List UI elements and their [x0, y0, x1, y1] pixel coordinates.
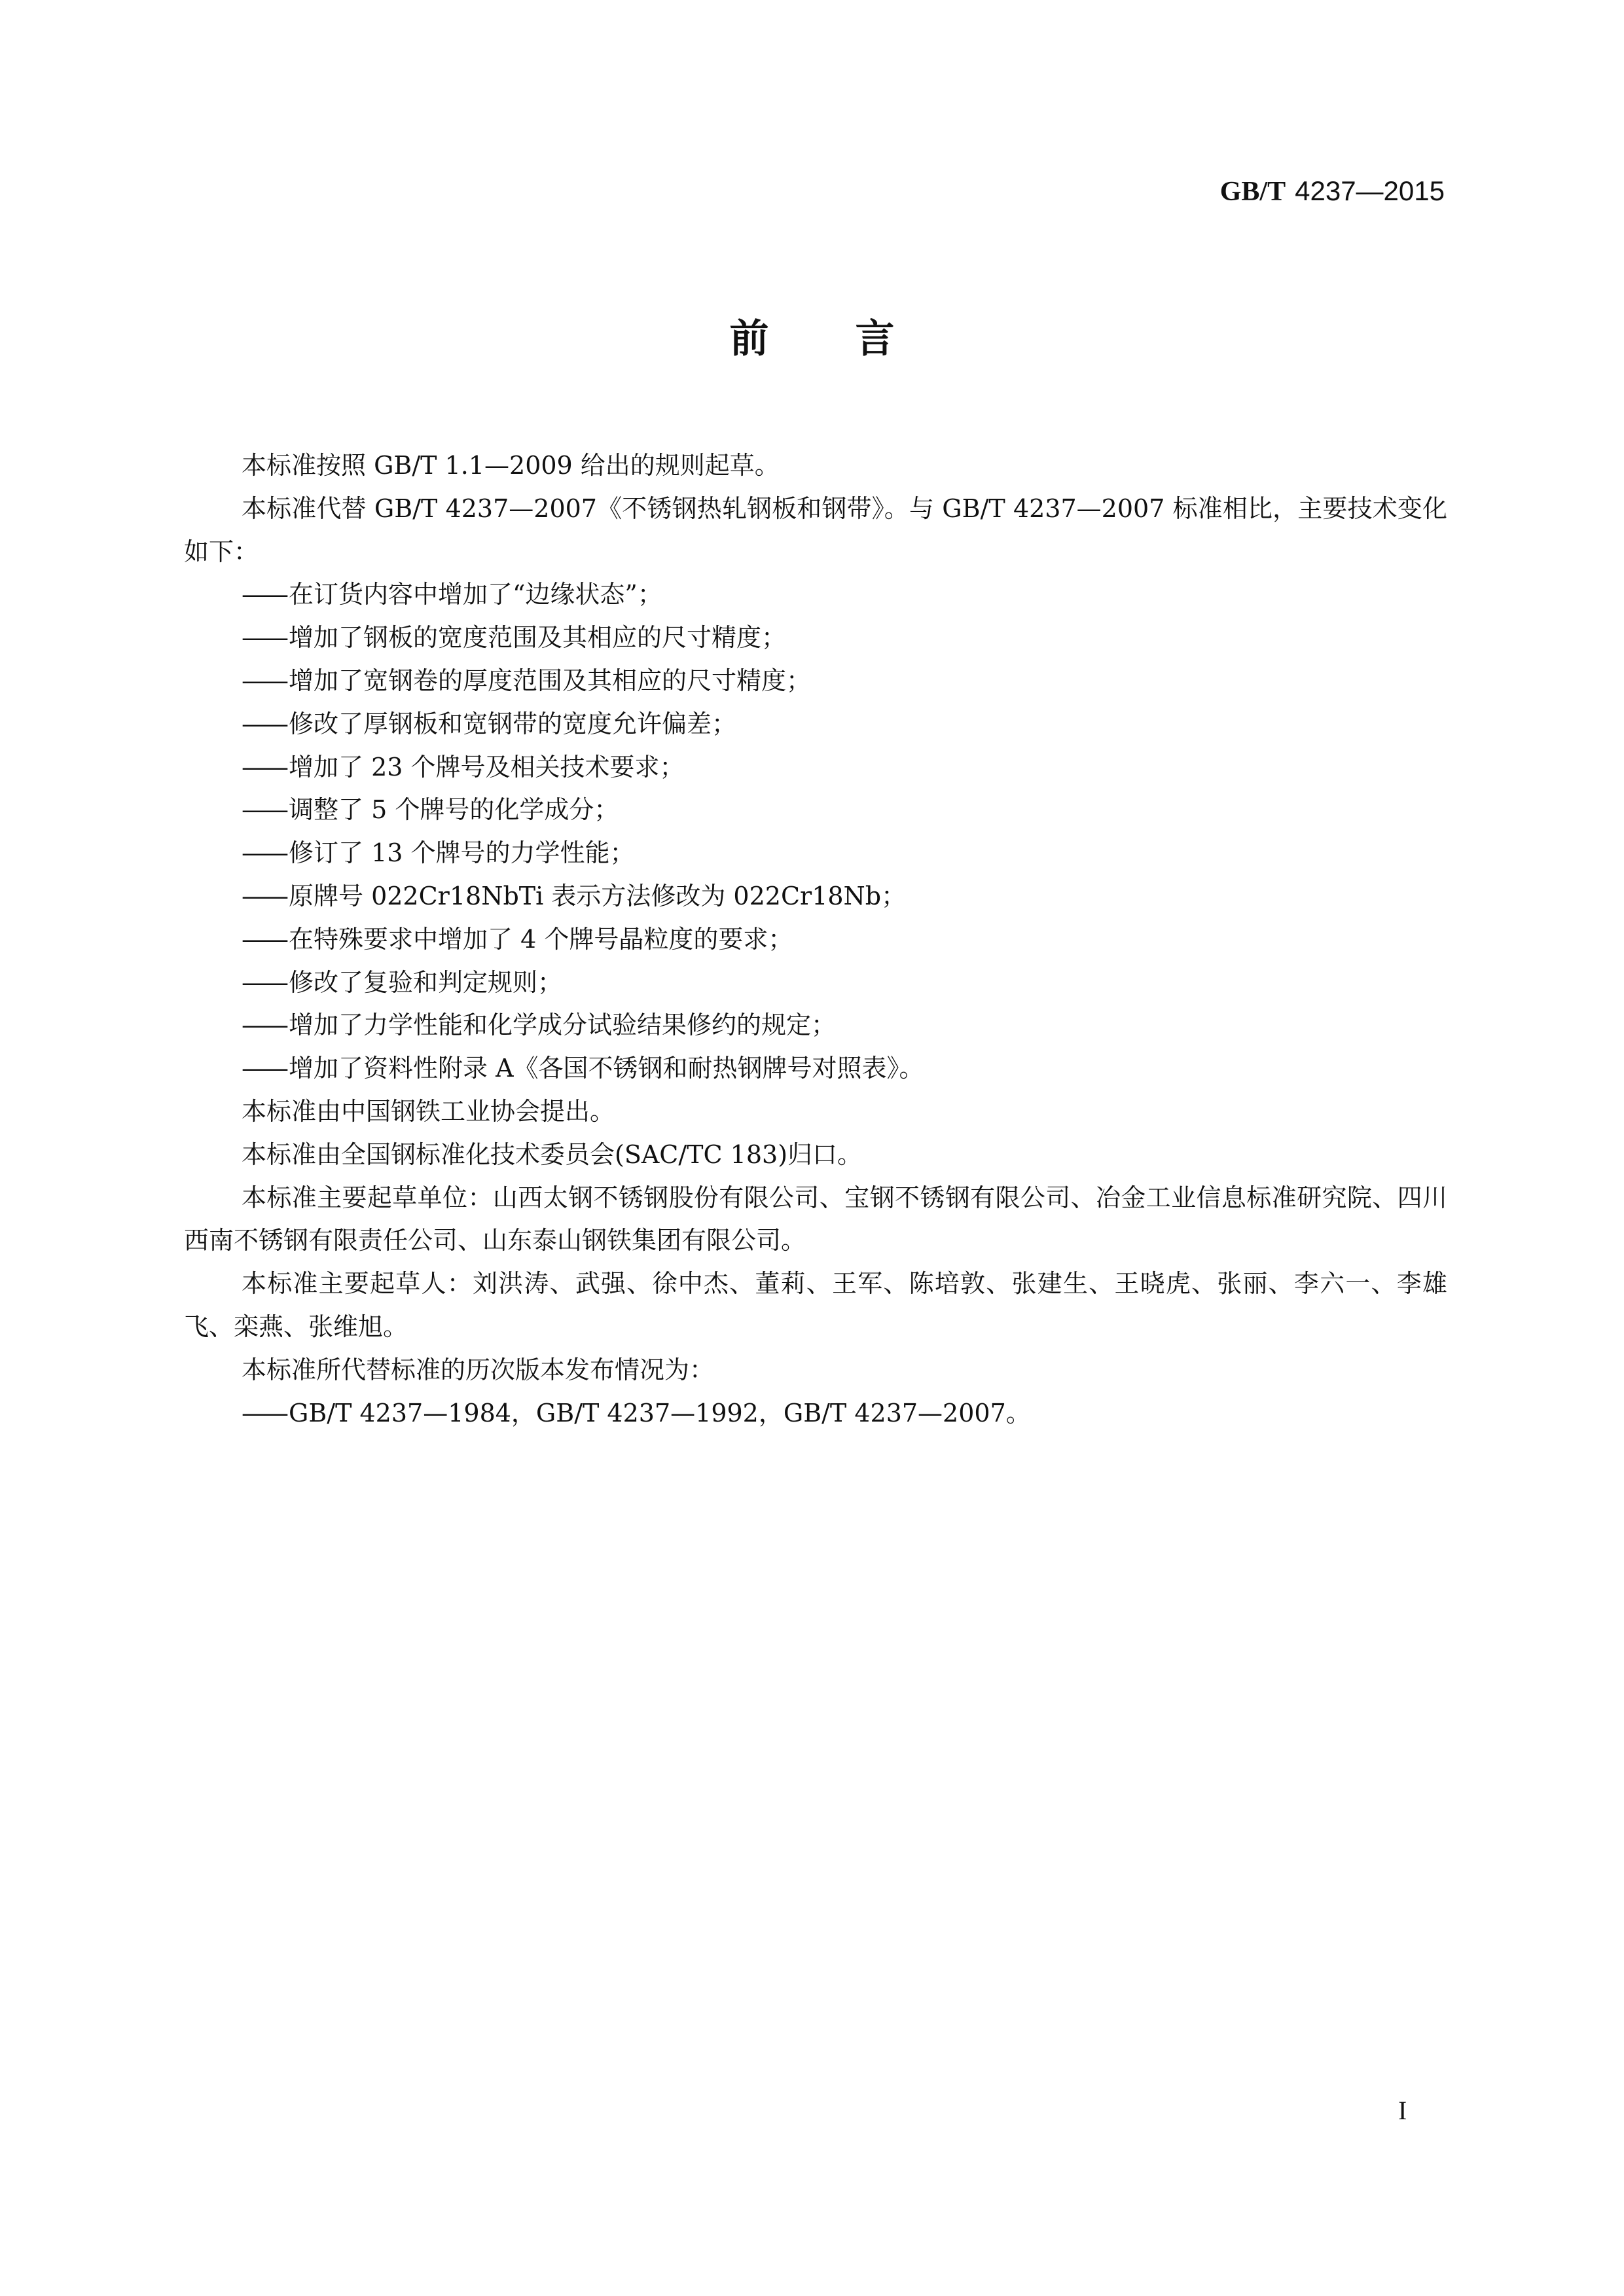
paragraph-committee: 本标准由全国钢标准化技术委员会(SAC/TC 183)归口。 — [242, 1139, 863, 1169]
page-title — [0, 313, 1624, 365]
paragraph-replaces: 本标准代替 GB/T 4237—2007《不锈钢热轧钢板和钢带》。与 GB/T 4237—2007 标准相比，主要技术变化如下： — [184, 493, 1447, 566]
list-item: —— 在特殊要求中增加了 4 个牌号晶粒度的要求； — [242, 924, 793, 954]
paragraph-history-intro: 本标准所代替标准的历次版本发布情况为： — [242, 1355, 715, 1384]
standard-prefix: GB/T — [1219, 177, 1286, 207]
list-item: —— 增加了宽钢卷的厚度范围及其相应的尺寸精度； — [242, 666, 812, 695]
paragraph-proposer: 本标准由中国钢铁工业协会提出。 — [242, 1096, 615, 1126]
paragraph-drafters: 本标准主要起草人：刘洪涛、武强、徐中杰、董莉、王军、陈培敦、张建生、王晓虎、张丽、李六一、李雄飞、栾燕、张维旭。 — [184, 1269, 1447, 1341]
list-item: —— 调整了 5 个牌号的化学成分； — [242, 795, 619, 825]
list-item: —— 增加了 23 个牌号及相关技术要求； — [242, 752, 685, 781]
list-item: —— 增加了钢板的宽度范围及其相应的尺寸精度； — [242, 623, 787, 653]
standard-number: 4237—2015 — [1295, 175, 1445, 206]
paragraph-drafting-rules: 本标准按照 GB/T 1.1—2009 给出的规则起草。 — [242, 451, 780, 480]
foreword-body — [184, 444, 1447, 1435]
list-item: —— 在订货内容中增加了“边缘状态”； — [242, 580, 662, 609]
list-item: —— 修订了 13 个牌号的力学性能； — [242, 838, 635, 868]
list-item: —— 增加了资料性附录 A《各国不锈钢和耐热钢牌号对照表》。 — [242, 1054, 924, 1083]
page-number: I — [1398, 2096, 1407, 2125]
list-item: —— 修改了厚钢板和宽钢带的宽度允许偏差； — [242, 709, 737, 738]
paragraph-drafting-units: 本标准主要起草单位：山西太钢不锈钢股份有限公司、宝钢不锈钢有限公司、冶金工业信息标准研究院、四川西南不锈钢有限责任公司、山东泰山钢铁集团有限公司。 — [184, 1183, 1447, 1255]
title-char-1: 前 — [729, 316, 769, 362]
list-item-history: —— GB/T 4237—1984，GB/T 4237—1992，GB/T 4237—2007。 — [242, 1398, 1031, 1427]
list-item: —— 原牌号 022Cr18NbTi 表示方法修改为 022Cr18Nb； — [242, 881, 907, 910]
list-item: —— 修改了复验和判定规则； — [242, 967, 563, 997]
list-item: —— 增加了力学性能和化学成分试验结果修约的规定； — [242, 1011, 837, 1040]
standard-code — [1220, 171, 1445, 211]
title-char-2: 言 — [855, 316, 895, 362]
